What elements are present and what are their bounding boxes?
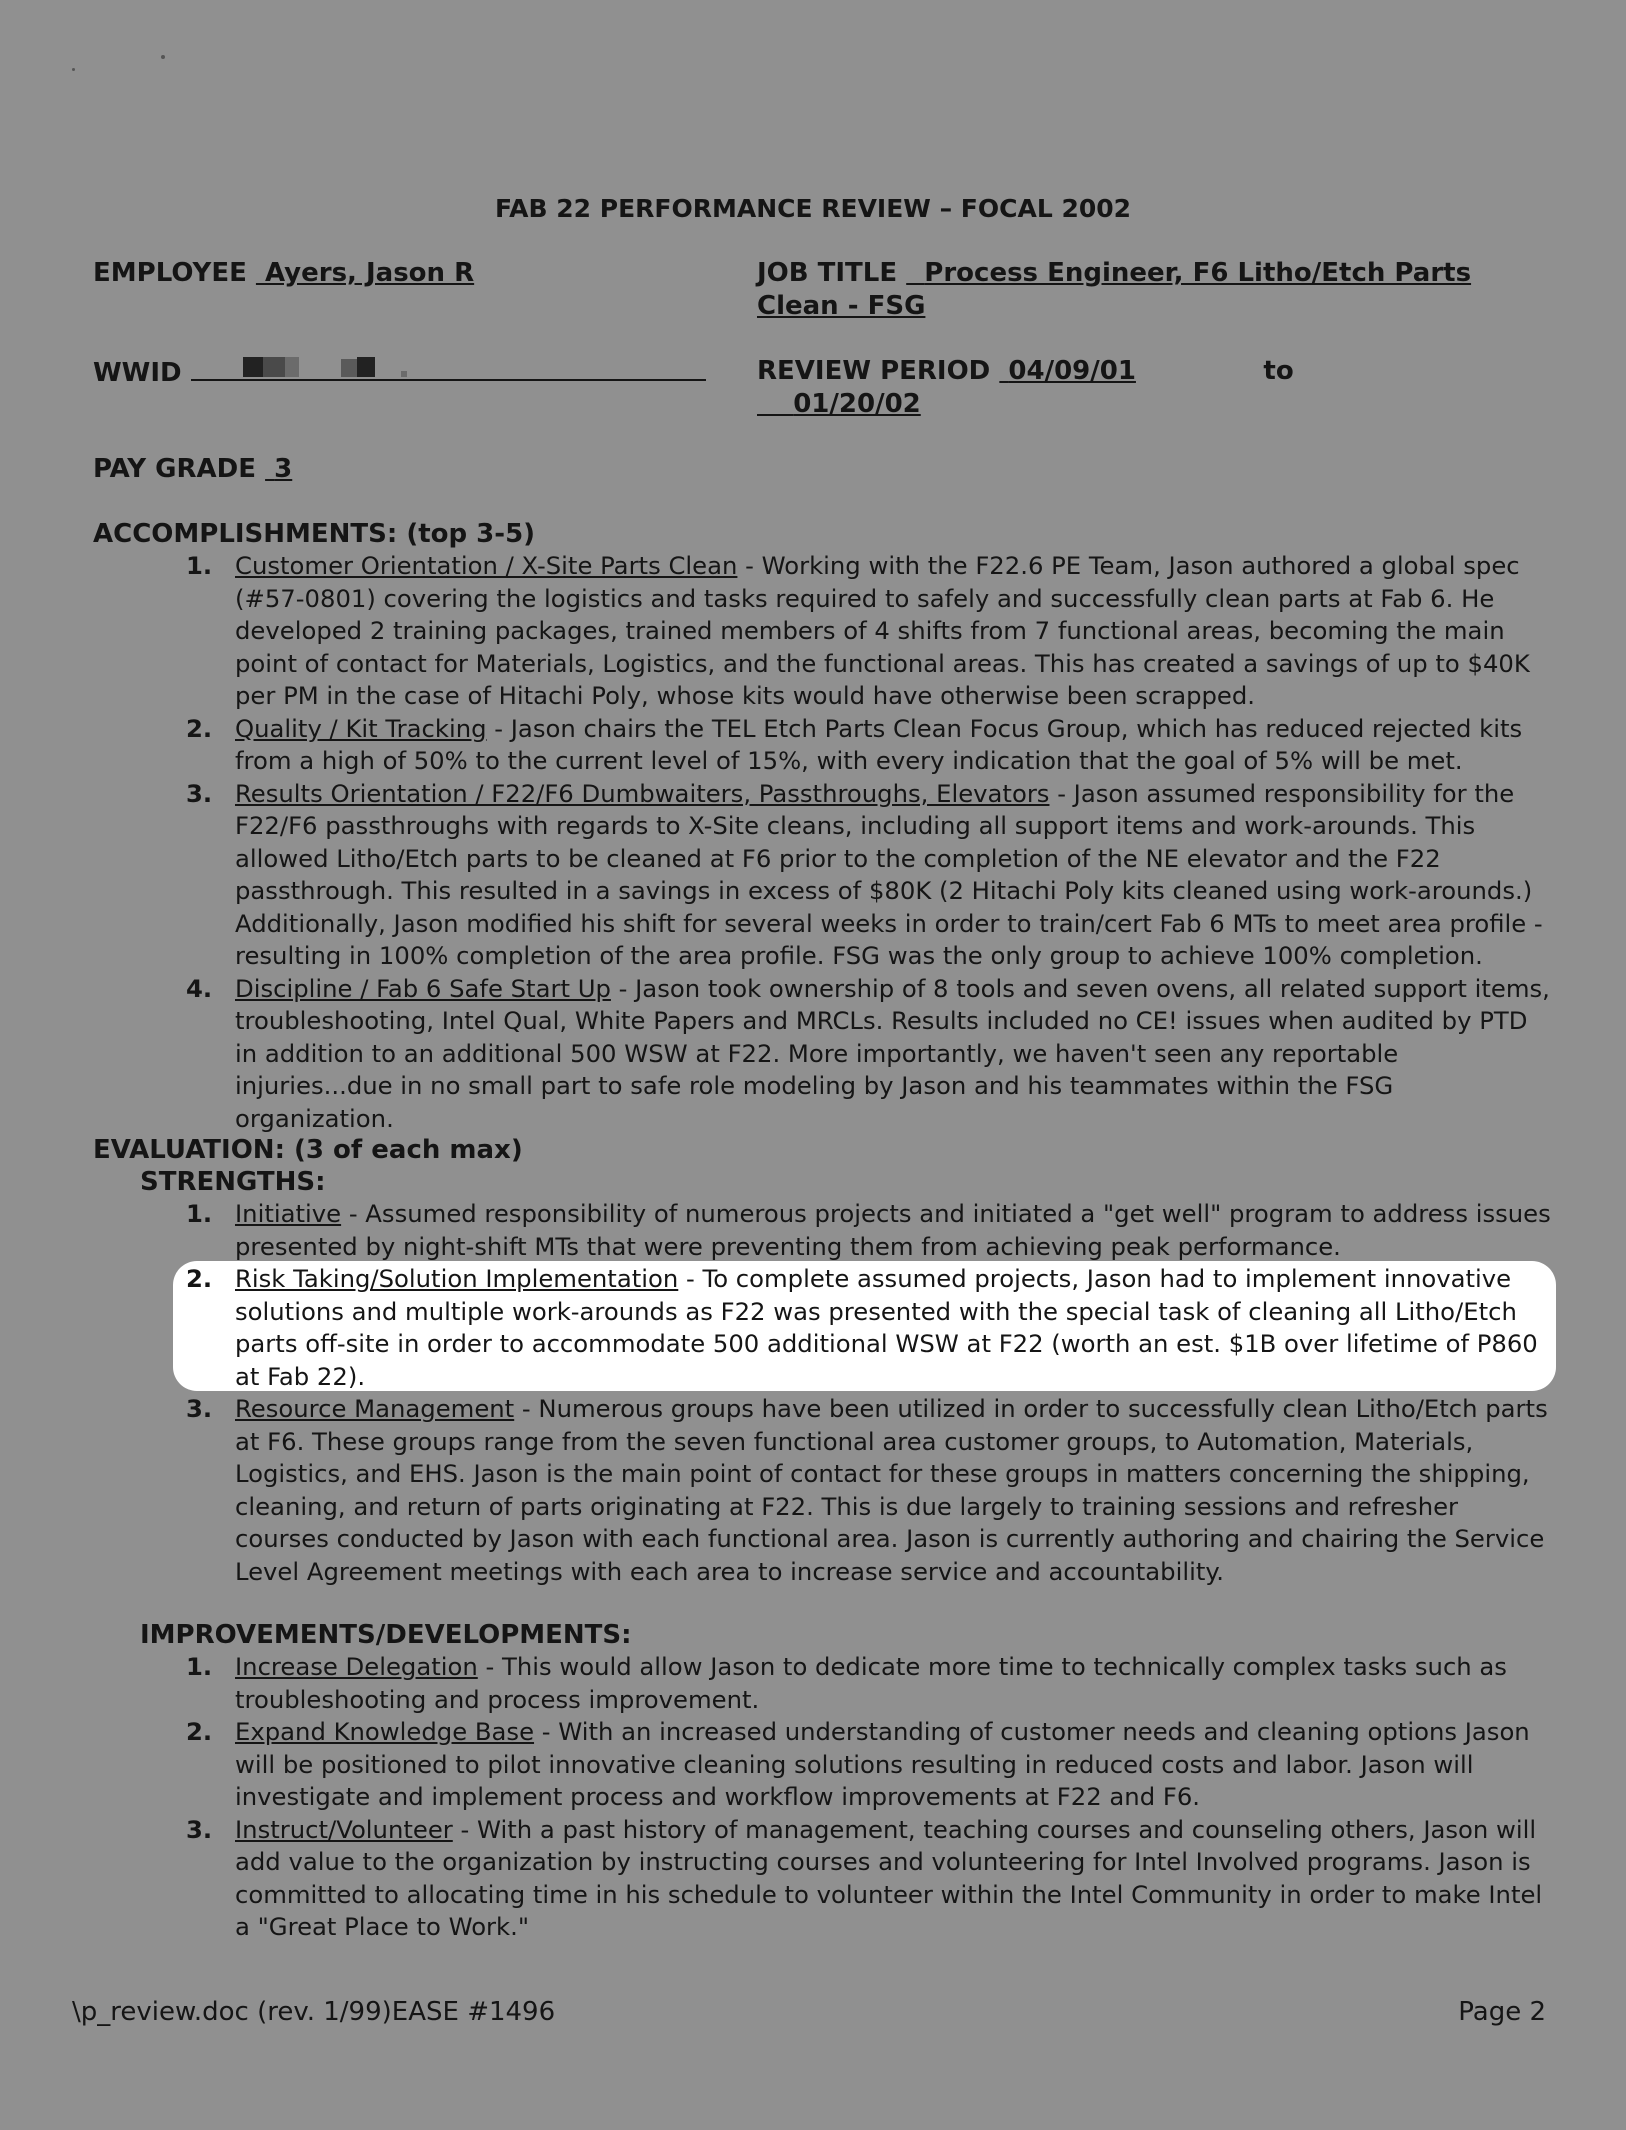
list-item: 1. Increase Delegation - This would allow Jason to dedicate more time to technically complex tasks such as troubleshooting and process improvement. [186,1652,1507,1714]
review-period-start: 04/09/01 [1008,356,1136,386]
wwid-field [93,355,706,390]
redaction-block [263,357,285,377]
employee-value: Ayers, Jason R [264,258,475,288]
job-title-label: JOB TITLE [757,258,898,288]
list-item: 3. Instruct/Volunteer - With a past history of management, teaching courses and counseling others, Jason will add value to the organization by instructing courses and volunteering for Intel Involved programs. Jason is committed to allocating time in his schedule to volunteer within the Intel Community in order to make Intel a "Great Place to Work." [186,1814,1543,1941]
employee-field [93,257,676,290]
wwid-label: WWID [93,358,182,388]
list-item: 3. Resource Management - Numerous groups have been utilized in order to successfully clean Litho/Etch parts at F6. These groups range from the seven functional area customer groups, to Automation, Materials, Logistics, and EHS. Jason is the main point of contact for these groups in matters concerning the shipping, cleaning, and return of parts originating at F22. This is due largely to training sessions and refresher courses conducted by Jason with each functional area. Jason is currently authoring and chairing the Service Level Agreement meetings with each area to increase service and accountability. [186,1394,1548,1586]
redaction-block [243,357,263,377]
improvements-heading: IMPROVEMENTS/DEVELOPMENTS: [140,1620,632,1650]
review-period-to: to [1263,356,1294,386]
footer-filename: \p_review.doc (rev. 1/99)EASE #1496 [72,1997,556,2027]
job-title-value-line2: Clean - FSG [757,291,926,321]
list-item: 2. Quality / Kit Tracking - Jason chairs the TEL Etch Parts Clean Focus Group, which has reduced rejected kits from a high of 50% to the current level of 15%, with every indication that the goal of 5% will be met. [186,713,1523,775]
accomplishments-list [0,550,1626,1135]
review-period-field [757,355,1294,421]
pay-grade-value: 3 [274,454,293,484]
review-period-end: 01/20/02 [793,389,921,419]
list-item: 1. Initiative - Assumed responsibility of numerous projects and initiated a "get well" program to address issues presented by night-shift MTs that were preventing them from achieving peak performance. [186,1199,1551,1261]
redaction-block [285,357,299,377]
job-title-value-line1: Process Engineer, F6 Litho/Etch Parts [924,258,1472,288]
job-title-field [757,257,1471,323]
footer-page-number: Page 2 [1458,1997,1546,2027]
strengths-heading: STRENGTHS: [140,1167,326,1197]
strengths-list [0,1198,1626,1588]
improvements-list [0,1651,1626,1944]
review-period-label: REVIEW PERIOD [757,356,991,386]
list-item: 2. Expand Knowledge Base - With an increased understanding of customer needs and cleaning options Jason will be positioned to pilot innovative cleaning solutions resulting in reduced costs and labor. Jason will investigate and implement process and workflow improvements at F22 and F6. [186,1717,1530,1811]
scan-speck [161,55,165,59]
evaluation-heading: EVALUATION: (3 of each max) [93,1135,523,1165]
employee-label: EMPLOYEE [93,258,247,288]
redaction-block [341,359,357,377]
list-item: 4. Discipline / Fab 6 Safe Start Up - Jason took ownership of 8 tools and seven ovens, all related support items, troubleshooting, Intel Qual, White Papers and MRCLs. Results included no CE! issues when audited by PTD in addition to an additional 500 WSW at F22. More importantly, we haven't seen any reportable injuries...due in no small part to safe role modeling by Jason and his teammates within the FSG organization. [186,973,1550,1133]
pay-grade-label: PAY GRADE [93,454,257,484]
pay-grade-field [93,453,493,486]
list-item: 3. Results Orientation / F22/F6 Dumbwaiters, Passthroughs, Elevators - Jason assumed responsibility for the F22/F6 passthroughs with regards to X-Site cleans, including all support items and work-arounds. This allowed Litho/Etch parts to be cleaned at F6 prior to the completion of the NE elevator and the F22 passthrough. This resulted in a savings in excess of $80K (2 Hitachi Poly kits cleaned using work-arounds.) Additionally, Jason modified his shift for several weeks in order to train/cert Fab 6 MTs to meet area profile - resulting in 100% completion of the area profile. FSG was the only group to achieve 100% completion. [186,778,1543,970]
redaction-block [401,371,407,377]
list-item: 2. Risk Taking/Solution Implementation - To complete assumed projects, Jason had to implement innovative solutions and multiple work-arounds as F22 was presented with the special task of cleaning all Litho/Etch parts off-site in order to accommodate 500 additional WSW at F22 (worth an est. $1B over lifetime of P860 at Fab 22). [186,1264,1538,1391]
list-item: 1. Customer Orientation / X-Site Parts Clean - Working with the F22.6 PE Team, Jason authored a global spec (#57-0801) covering the logistics and tasks required to safely and successfully clean parts at Fab 6. He developed 2 training packages, trained members of 4 shifts from 7 functional areas, becoming the main point of contact for Materials, Logistics, and the functional areas. This has created a savings of up to $40K per PM in the case of Hitachi Poly, whose kits would have otherwise been scrapped. [186,551,1530,710]
wwid-value-redacted [191,355,706,381]
accomplishments-heading: ACCOMPLISHMENTS: (top 3-5) [93,519,536,549]
redaction-block [357,357,375,377]
document-title: FAB 22 PERFORMANCE REVIEW – FOCAL 2002 [494,194,1132,223]
scan-speck [72,68,75,71]
